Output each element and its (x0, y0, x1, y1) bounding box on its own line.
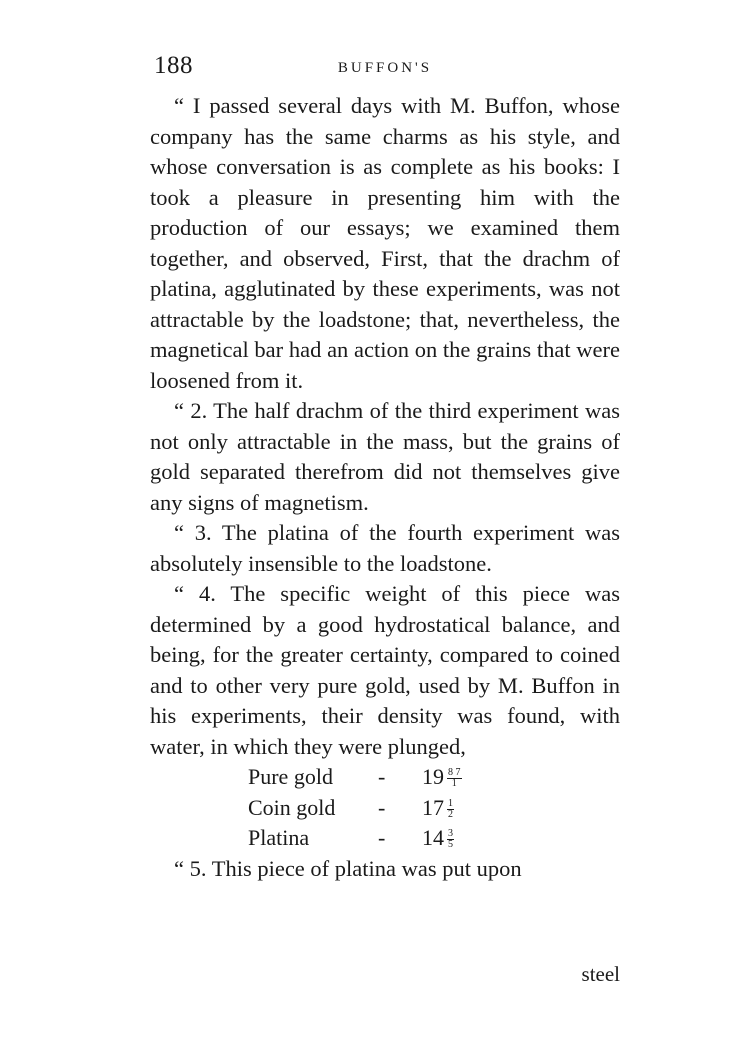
dash: - (378, 825, 386, 850)
table-row (248, 762, 462, 793)
fraction-numerator: 1 (448, 797, 453, 809)
paragraph-2: “ 2. The half drachm of the third experiment was not only attractable in the mass, but the grains of gold separated therefrom did not themselves give any signs of magnetism. (150, 398, 620, 515)
density-value (422, 823, 462, 854)
fraction-denominator: 1 (451, 778, 457, 790)
paragraph-5: “ 5. This piece of platina was put upon (174, 855, 522, 881)
density-fraction (447, 799, 454, 820)
running-head: BUFFON'S (337, 60, 433, 76)
page-number: 188 (154, 52, 193, 79)
material-name: Platina (248, 825, 310, 850)
catchword: steel (581, 962, 620, 986)
density-whole: 19 (422, 764, 444, 789)
body-text (150, 91, 620, 884)
density-table (248, 762, 462, 854)
fraction-numerator: 3 (448, 828, 453, 840)
table-row (248, 793, 462, 824)
density-fraction (447, 768, 462, 789)
fraction-denominator: 2 (448, 808, 453, 820)
table-row (248, 823, 462, 854)
paragraph-3: “ 3. The platina of the fourth experiment was absolutely insensible to the loadstone. (150, 520, 620, 576)
paragraph-1: “ I passed several days with M. Buffon, whose company has the same charms as his style, and whose conversation is as complete as his books: I took a pleasure in presenting him with the production of our essays; we examined them together, and observed, First, that the drachm of platina, agglutinated by these experiments, was not attractable by the loadstone; that, nevertheless, the magnetical bar had an action on the grains that were loosened from it. (150, 93, 620, 393)
dash: - (378, 794, 386, 820)
material-name: Pure gold (248, 764, 333, 789)
fraction-denominator: 5 (448, 839, 453, 851)
dash: - (378, 764, 386, 789)
fraction-numerator: 8 7 (448, 767, 461, 779)
density-value (422, 793, 462, 824)
density-fraction (447, 829, 454, 850)
density-whole: 14 (422, 825, 444, 850)
page-header (150, 52, 620, 86)
material-name: Coin gold (248, 794, 336, 820)
density-whole: 17 (422, 794, 444, 820)
paragraph-4: “ 4. The specific weight of this piece was determined by a good hydrostatical balance, and being, for the greater certainty, compared to coined and to other very pure gold, used by M. Buffon in his experiments, their density was found, with water, in which they were plunged, (150, 581, 620, 759)
density-value (422, 762, 462, 793)
